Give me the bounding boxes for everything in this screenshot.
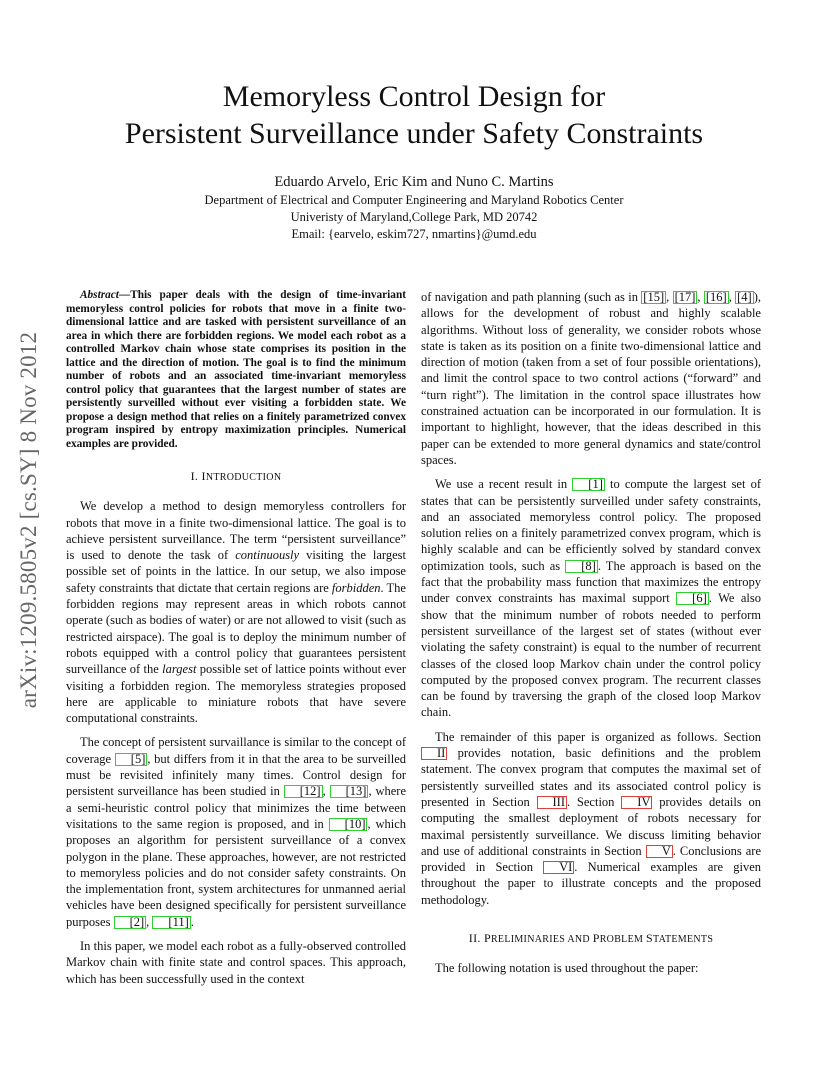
citation-link[interactable]: [5] <box>115 753 148 766</box>
section-link[interactable]: IV <box>621 796 652 809</box>
citation-link[interactable]: [17] <box>674 290 696 304</box>
paragraph-intro-2: The concept of persistent survaillance is similar to the concept of coverage [5] , but differs from it in that the area to be surveilled must be revisited infinitely many times. Control design for persistent surveillance has been studied in [12] , [13] , where a semi-heuristic control policy that minimizes the time between visitations to the same region is proposed, and in [10] , which proposes an algorithm for persistent surveillance of a convex polygon in the plane. These approaches, however, are not restricted to memoryless policies and do not consider safety constraints. On the implementation front, system architectures for unmanned aerial vehicles have been designed specifically for persistent surveillance purposes [2] , [11] . <box>66 735 407 929</box>
citation-link[interactable]: [6] <box>676 592 709 605</box>
affiliation-university: Univeristy of Maryland,College Park, MD 20742 <box>290 210 538 224</box>
section-link[interactable]: VI <box>543 861 574 874</box>
title-line-1: Memoryless Control Design for <box>222 80 606 113</box>
section-link[interactable]: III <box>537 796 568 809</box>
title-line-2: Persistent Surveillance under Safety Constraints <box>124 117 704 150</box>
authors: Eduardo Arvelo, Eric Kim and Nuno C. Martins <box>274 174 554 190</box>
citation-link[interactable]: [15] <box>643 290 665 304</box>
paragraph-intro-1: We develop a method to design memoryless controllers for robots that move in a finite two-dimensional lattice. The goal is to achieve persistent surveillance. The term “persistent surveillance” is used to denote the task of continuously visiting the largest possible set of points in the lattice. In our setup, we also impose safety constraints that dictate that certain regions are forbidden. The forbidden regions may represent areas in which robots cannot operate (such as bodies of water) or are not allowed to visit (such as restricted airspace). The goal is to deploy the minimum number of robots equipped with a control policy that guarantees persistent surveillance of the largest possible set of lattice points without ever visiting a forbidden region. The memoryless strategies proposed here are applicable to miniature robots that have severe computational constraints. <box>66 499 406 726</box>
section-link[interactable]: V <box>646 845 673 858</box>
citation-link[interactable]: [11] <box>152 916 190 929</box>
email-line: Email: {earvelo, eskim727, nmartins}@umd.edu <box>291 227 537 241</box>
citation-link[interactable]: [12] <box>284 785 323 798</box>
left-column <box>66 289 406 987</box>
citation-link[interactable]: [8] <box>565 560 598 573</box>
section-link[interactable]: II <box>421 747 447 760</box>
abstract <box>66 289 406 451</box>
paragraph-intro-4: We use a recent result in [1] to compute the largest set of states that can be persistently surveilled under safety constraints, and an associated memoryless control policy. The proposed solution relies on a finitely parametrized convex program, which is highly scalable and can be efficiently solved by standard convex optimization tools, such as [8] . The approach is based on the fact that the probability mass function that maximizes the entropy under convex constraints has maximal support [6] . We also show that the minimum number of robots needed to perform persistent surveillance of the largest set of states (without ever violating the safety constraint) is equal to the number of recurrent classes of the closed loop Markov chain under the control policy computed by the proposed convex program. The recurrent classes can be found by traversing the graph of the closed loop Markov chain. <box>421 477 761 720</box>
affiliation-department: Department of Electrical and Computer Engineering and Maryland Robotics Center <box>204 193 624 207</box>
citation-link[interactable]: [2] <box>114 916 147 929</box>
paragraph-intro-3: In this paper, we model each robot as a fully-observed controlled Markov chain with finite state and control spaces. This approach, which has been successfully used in the context <box>66 939 406 986</box>
citation-link[interactable]: [1] <box>572 478 605 491</box>
right-column <box>421 289 761 977</box>
paragraph-intro-5: The remainder of this paper is organized as follows. Section II provides notation, basic definitions and the problem statement. The convex program that computes the maximal set of persistently surveilled states and its associated control policy is presented in Section III . Section IV provides details on computing the smallest deployment of robots necessary for maximal persistently surveillance. We discuss limiting behavior and use of additional constraints in Section V . Conclusions are provided in Section VI . Numerical examples are given throughout the paper to illustrate concepts and the proposed methodology. <box>421 729 761 907</box>
section-heading-introduction: I. INTRODUCTION <box>190 469 282 483</box>
paper-title <box>0 78 828 152</box>
arxiv-sidebar <box>2 295 56 745</box>
section-heading-preliminaries: II. PRELIMINARIES AND PROBLEM STATEMENTS <box>468 930 714 945</box>
citation-link[interactable]: [10] <box>329 818 368 831</box>
paragraph-intro-3-cont: of navigation and path planning (such as in [15] , [17] , [16] , [4] ), allows for the development of robust and highly scalable algorithms. Without loss of generality, we consider robots whose state is taken as its position on a finite two-dimensional lattice and direction of motion (taken from a set of four possible orientations), and limit the control space to two control actions (“forward” and “turn right”). The limitation in the control space illustrates how constrained actuation can be incorporated in our formulation. It is important to highlight, however, that the ideas described in this paper can be extended to more general dynamics and state/control spaces. <box>421 290 762 467</box>
paragraph-notation: The following notation is used throughout the paper: <box>435 961 699 976</box>
abstract-label: Abstract <box>80 289 119 301</box>
citation-link[interactable]: [13] <box>330 785 369 798</box>
citation-link[interactable]: [16] <box>705 290 727 304</box>
arxiv-identifier: arXiv:1209.5805v2 [cs.SY] 8 Nov 2012 <box>16 331 41 709</box>
citation-link[interactable]: [4] <box>737 290 752 304</box>
abstract-text: —This paper deals with the design of time-invariant memoryless control policies for robots that move in a finite two-dimensional lattice and are tasked with persistent surveillance of an area in which there are forbidden regions. We model each robot as a controlled Markov chain whose state comprises its position in the lattice and the direction of motion. The goal is to find the minimum number of robots and an associated time-invariant memoryless control policy that guarantees that the largest number of states are persistently surveilled without ever visiting a forbidden state. We propose a design method that relies on a finitely parametrized convex program inspired by entropy maximization principles. Numerical examples are provided. <box>66 289 406 450</box>
